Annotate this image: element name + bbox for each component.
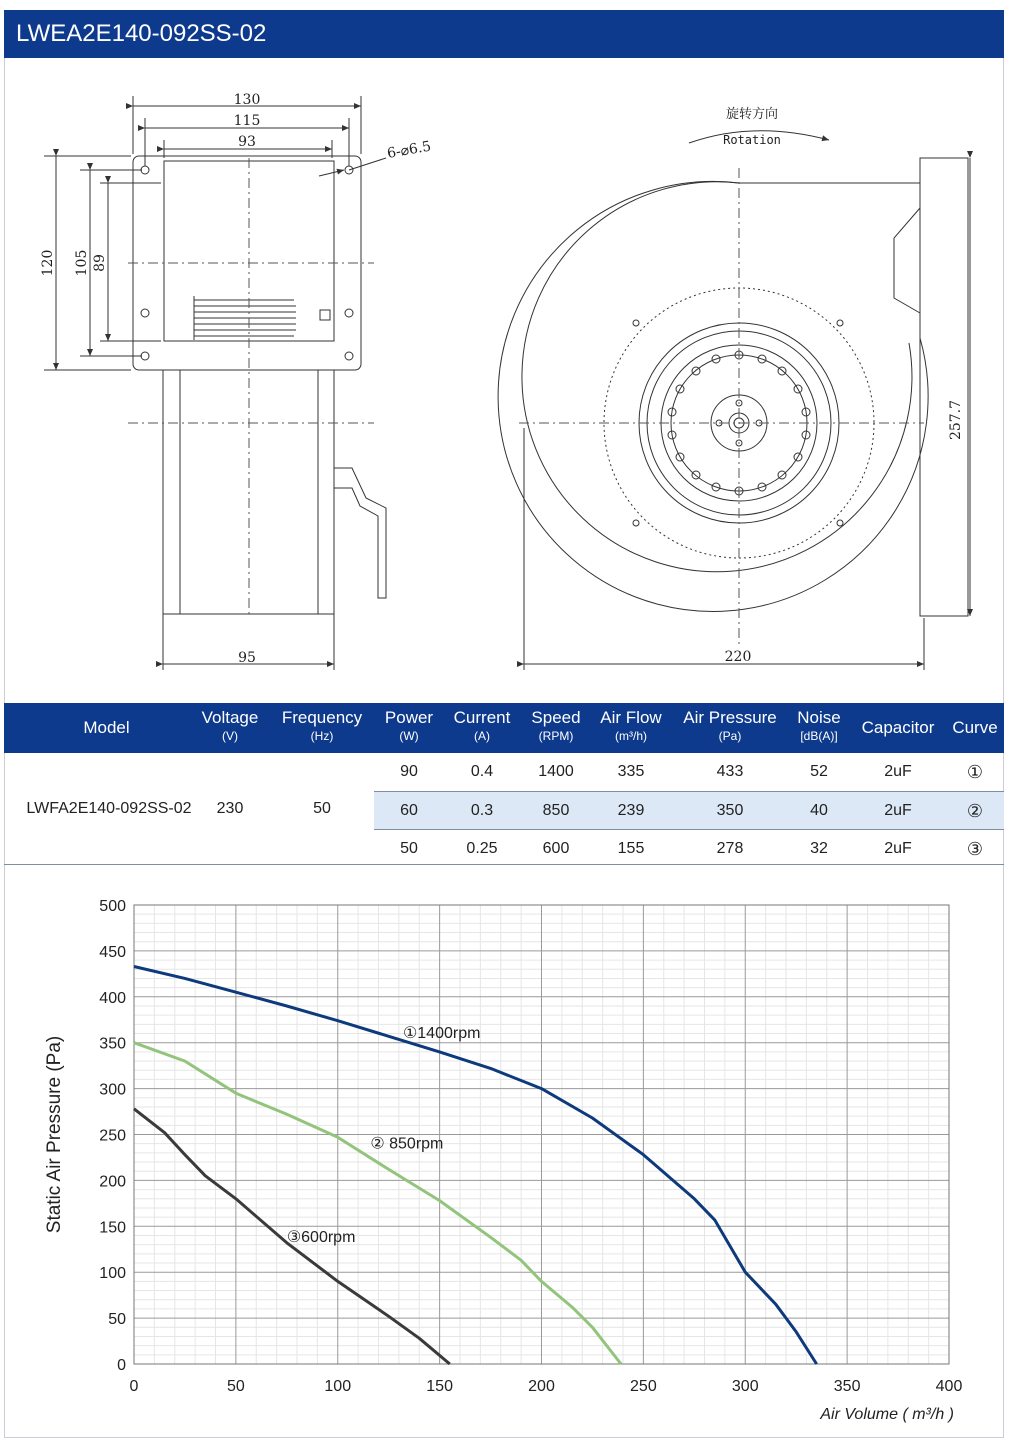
- cable: [334, 468, 386, 598]
- col-voltage: Voltage (V): [201, 708, 259, 743]
- pressure-cell: 350: [716, 802, 744, 819]
- performance-chart: [4, 866, 1004, 1438]
- current-cell: 0.3: [470, 802, 494, 819]
- dim-257: 257.7: [948, 399, 964, 441]
- chart-svg: [4, 866, 1004, 1438]
- current-cell: 0.4: [470, 763, 494, 780]
- col-pressure: Air Pressure (Pa): [683, 708, 777, 743]
- dim-89: 89: [92, 254, 108, 272]
- y-axis-label: Static Air Pressure (Pa): [44, 1035, 65, 1234]
- drawing-svg: [4, 58, 1004, 703]
- airflow-cell: 335: [617, 763, 645, 780]
- pressure-cell: 433: [716, 763, 744, 780]
- chart-grid: [134, 905, 949, 1364]
- scroll-housing: [498, 181, 928, 611]
- power-cell: 90: [400, 763, 418, 780]
- voltage-cell: 230: [216, 800, 244, 817]
- table-header: [4, 703, 1004, 753]
- col-frequency: Frequency (Hz): [281, 708, 363, 743]
- y-tick-label: 500: [99, 898, 126, 915]
- dim-93: 93: [238, 134, 256, 150]
- col-curve: Curve: [952, 718, 998, 737]
- outlet-flange: [920, 158, 968, 616]
- noise-cell: 40: [810, 802, 828, 819]
- noise-cell: 32: [810, 840, 828, 857]
- curve-cell: ②: [966, 801, 984, 821]
- x-tick-label: 300: [731, 1378, 759, 1395]
- curve-cell: ①: [966, 762, 984, 782]
- capacitor-cell: 2uF: [884, 802, 912, 819]
- x-tick-label: 400: [935, 1378, 963, 1395]
- side-view: [44, 96, 386, 670]
- mount-hole: [345, 309, 353, 317]
- curve-label: ①1400rpm: [402, 1025, 481, 1043]
- col-noise: Noise [dB(A)]: [797, 708, 841, 743]
- blade-lines: [194, 296, 296, 340]
- dim-115: 115: [233, 113, 261, 129]
- frequency-cell: 50: [313, 800, 331, 817]
- dim-220: 220: [724, 649, 752, 665]
- dimension-lines: [44, 96, 386, 670]
- x-tick-label: 150: [426, 1378, 453, 1395]
- table-row: [4, 830, 1004, 868]
- noise-cell: 52: [810, 763, 828, 780]
- flange-plate: [133, 156, 361, 370]
- curve-label: ② 850rpm: [370, 1135, 444, 1153]
- page-title: LWEA2E140-092SS-02: [4, 10, 1004, 58]
- current-cell: 0.25: [466, 840, 498, 857]
- col-capacitor: Capacitor: [861, 718, 935, 737]
- x-tick-label: 350: [833, 1378, 861, 1395]
- mount-hole: [141, 166, 149, 174]
- y-tick-label: 300: [99, 1081, 126, 1099]
- y-tick-label: 350: [99, 1035, 126, 1053]
- mount-hole: [141, 309, 149, 317]
- y-tick-label: 100: [99, 1265, 126, 1283]
- model-cell: LWFA2E140-092SS-02: [26, 800, 192, 817]
- y-tick-label: 250: [99, 1127, 126, 1145]
- x-tick-label: 50: [226, 1378, 245, 1395]
- y-tick-label: 450: [99, 943, 126, 961]
- spec-table: [4, 703, 1004, 865]
- capacitor-cell: 2uF: [884, 840, 912, 857]
- x-axis-label: Air Volume ( m³/h ): [820, 1406, 954, 1423]
- airflow-cell: 239: [617, 802, 645, 819]
- airflow-cell: 155: [617, 840, 645, 857]
- technical-drawing: [4, 58, 1004, 703]
- speed-cell: 850: [542, 802, 570, 819]
- table-bottom-border: [4, 864, 1004, 865]
- col-airflow: Air Flow (m³/h): [600, 708, 662, 743]
- y-tick-label: 400: [99, 989, 126, 1007]
- curve-label: ③600rpm: [286, 1228, 356, 1246]
- col-power: Power (W): [384, 708, 434, 743]
- y-tick-label: 200: [99, 1173, 126, 1191]
- table-row: [374, 792, 1004, 830]
- mount-hole: [345, 352, 353, 360]
- x-tick-label: 0: [129, 1378, 139, 1395]
- dim-120: 120: [40, 249, 56, 277]
- front-view: [498, 131, 970, 670]
- speed-cell: 1400: [538, 763, 574, 780]
- dim-holes: 6-⌀6.5: [385, 138, 433, 162]
- dim-95: 95: [238, 650, 256, 666]
- dim-130: 130: [233, 92, 261, 108]
- mount-hole: [141, 352, 149, 360]
- x-tick-label: 250: [630, 1378, 657, 1395]
- rotation-label-en: Rotation: [723, 133, 781, 147]
- power-cell: 50: [400, 840, 418, 857]
- curve-cell: ③: [966, 839, 984, 859]
- power-cell: 60: [400, 802, 418, 819]
- speed-cell: 600: [542, 840, 570, 857]
- chart-axes: [99, 898, 962, 1395]
- table-row: [4, 753, 1004, 791]
- y-tick-label: 0: [117, 1357, 126, 1374]
- rotation-label-cn: 旋转方向: [725, 107, 779, 122]
- col-speed: Speed (RPM): [531, 708, 581, 743]
- x-tick-label: 200: [528, 1378, 555, 1395]
- capacitor-cell: 2uF: [884, 763, 912, 780]
- pressure-cell: 278: [716, 840, 744, 857]
- y-tick-label: 150: [99, 1219, 126, 1237]
- col-model: Model: [83, 718, 130, 737]
- y-tick-label: 50: [108, 1311, 126, 1329]
- dim-105: 105: [74, 249, 90, 277]
- col-current: Current (A): [453, 708, 511, 743]
- x-tick-label: 100: [324, 1378, 352, 1395]
